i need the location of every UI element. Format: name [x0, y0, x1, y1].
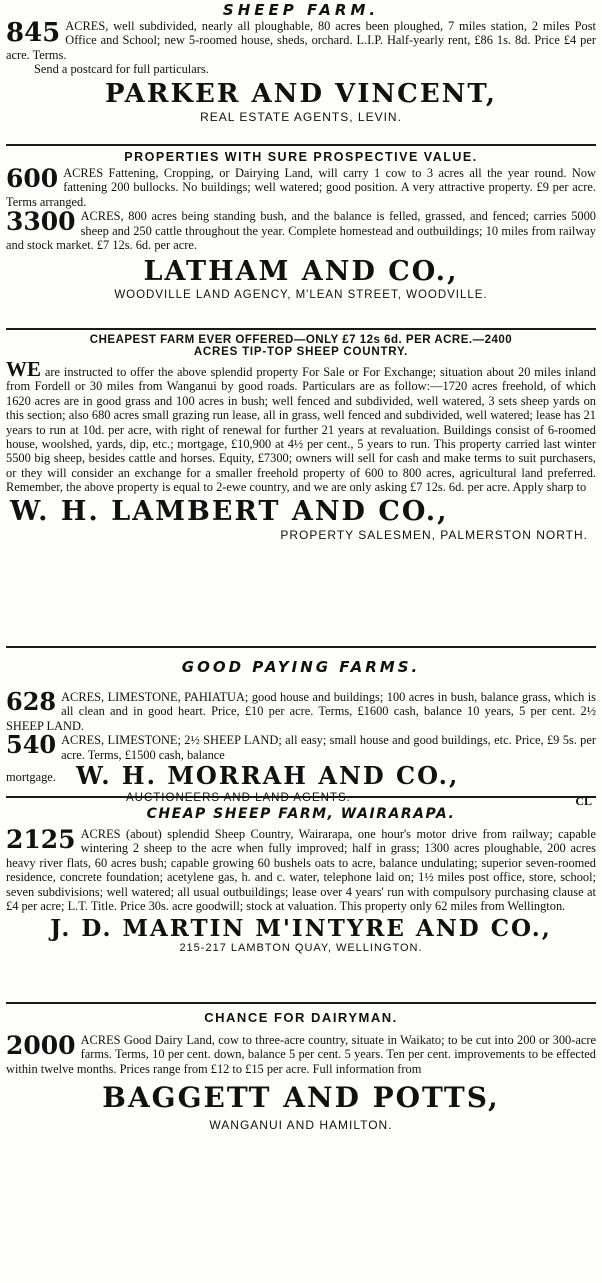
divider — [6, 1002, 596, 1004]
ad-text: ACRES Fattening, Cropping, or Dairying Land, will carry 1 cow to 3 acres all the year round. Now fattening 200 bullocks. No buildings; well watered; good position. A very attractive property. £9 per acre. Terms arranged. — [6, 166, 596, 209]
ad-martin-mintyre — [6, 800, 596, 1000]
ad-text: ACRES, LIMESTONE, PAHIATUA; good house and buildings; 100 acres in bush, balance grass, which is all clean and in good heart. Price, £10 per acre. Terms, £1600 cash, balance 10 years, 5 per cent. 2½ SHEEP LAND. — [6, 690, 596, 733]
ad-text: are instructed to offer the above splendid property For Sale or For Exchange; situation about 20 miles inland from Fordell or 30 miles from Wanganui by good roads. Particulars are as follow:—1720 acres freehold, of which 1620 acres are in good grass and 100 acres in bush; well fenced and subdivided, well watered, 3 sets sheep yards on this section; also 680 acres small grazing run lease, all in grass, well fenced and subdivided, well watered; lease has 21 years to run at 10d. per acre, with right of renewal for further 21 years at revaluation. Buildings consist of 6-roomed house, woolshed, yards, dip, etc.; mortgage, £10,900 at 4½ per cent., 5 years to run. This property carried last winter 5500 big sheep, besides cattle and horses. Equity, £7300; owners will sell for cash and make terms to suit purchasers, or they will consider an exchange for a smaller freehold property of 600 to 800 acres, agricultural land preferred. Remember, the above property is equal to 2-ewe country, and we are only asking £7 12s. 6d. per acre. Apply sharp to — [6, 365, 596, 495]
firm-subtitle: REAL ESTATE AGENTS, LEVIN. — [200, 109, 402, 124]
ad-baggett-potts — [6, 1006, 596, 1146]
ad-latham — [6, 148, 596, 326]
ad-lambert — [6, 332, 596, 644]
mortgage-word: mortgage. — [6, 770, 56, 785]
acreage-number: 3300 — [6, 209, 76, 237]
divider — [6, 328, 596, 330]
ad-heading: CHEAP SHEEP FARM, WAIRARAPA. — [146, 806, 456, 822]
ad-heading: CHANCE FOR DAIRYMAN. — [204, 1010, 398, 1025]
acreage-number: 2125 — [6, 827, 76, 854]
ad-sheep-farm-levin — [6, 0, 596, 142]
ad-heading: PROPERTIES WITH SURE PROSPECTIVE VALUE. — [124, 150, 478, 164]
ad-text: ACRES Good Dairy Land, cow to three-acre country, situate in Waikato; to be cut into 200 or 300-acre farms. Terms, 10 per cent. down, balance 5 per cent. 5 years. Ten per cent. improvements to be effected within twelve months. Prices range from £12 to £15 per acre. Full information from — [6, 1033, 596, 1076]
ad-body-2 — [6, 209, 596, 252]
firm-subtitle: AUCTIONEERS AND LAND AGENTS. — [126, 792, 351, 805]
classification-code: CL — [575, 794, 592, 809]
ad-heading-2: ACRES TIP-TOP SHEEP COUNTRY. — [193, 346, 409, 358]
acreage-number: 540 — [6, 733, 57, 760]
ad-body — [6, 1033, 596, 1076]
acreage-number: 628 — [6, 690, 57, 716]
drop-cap: WE — [6, 357, 42, 381]
firm-name: W. H. MORRAH AND CO., — [76, 761, 460, 791]
ad-heading-1: CHEAPEST FARM EVER OFFERED—ONLY £7 12s 6d. PER ACRE.—2400 — [89, 334, 513, 346]
ad-body-1 — [6, 166, 596, 209]
ad-body-1 — [6, 690, 596, 733]
ad-heading: SHEEP FARM. — [222, 1, 380, 19]
firm-name: BAGGETT AND POTTS, — [102, 1081, 500, 1115]
ad-body-2 — [6, 733, 596, 762]
ad-body — [6, 357, 596, 495]
ad-text: ACRES (about) splendid Sheep Country, Wairarapa, one hour's motor drive from railway; capable wintering 2 sheep to the acre when fully improved; half in grass; 1300 acres ploughable, 200 acres heavy river flats, 60 acres bush; capable growing 60 bushels oats to acre, balance undulating; superior seven-roomed residence, concrete foundation; acetylene gas, h. and c. water, telephone laid on; 1½ miles post office, store, school; seven subdivisions; well watered; all usual outbuildings; lease over 4 years' run with compulsory purchasing clause at £4 per acre; L.T. Title. Price 30s. acre goodwill; stock at valuation. This property only 62 miles from Wellington. — [6, 827, 596, 914]
divider — [6, 646, 596, 648]
ad-body — [6, 827, 596, 913]
firm-subtitle: 215-217 LAMBTON QUAY, WELLINGTON. — [179, 942, 423, 955]
divider — [6, 144, 596, 146]
firm-name: W. H. LAMBERT AND CO., — [10, 495, 449, 527]
ad-text: ACRES, well subdivided, nearly all ploughable, 80 acres been ploughed, 7 miles station, 2 miles Post Office and School; new 5-roomed house, sheds, orchard. L.I.P. Half-yearly rent, £86 1s. 8d. Price £4 per acre. Terms. — [6, 19, 596, 62]
acreage-number: 600 — [6, 166, 59, 193]
ad-morrah — [6, 650, 596, 809]
ad-text: ACRES, 800 acres being standing bush, and the balance is felled, grassed, and fenced; carries 5000 sheep and 250 cattle throughout the year. Complete homestead and outbuildings; 10 miles from railway and stock market. £7 12s. 6d. per acre. — [6, 209, 596, 253]
ad-body — [6, 19, 596, 77]
firm-name: LATHAM AND CO., — [143, 256, 459, 288]
ad-heading: GOOD PAYING FARMS. — [181, 658, 421, 676]
ad-text: ACRES, LIMESTONE; 2½ SHEEP LAND; all easy; small house and good buildings, etc. Price, £9 5s. per acre. Terms, £1500 cash, balance — [61, 733, 596, 762]
acreage-number: 2000 — [6, 1033, 76, 1060]
firm-name: PARKER AND VINCENT, — [105, 78, 497, 109]
firm-subtitle: WANGANUI AND HAMILTON. — [209, 1118, 393, 1133]
firm-subtitle: PROPERTY SALESMEN, PALMERSTON NORTH. — [280, 527, 588, 542]
postcard-line: Send a postcard for full particulars. — [34, 62, 209, 77]
firm-name: J. D. MARTIN M'INTYRE AND CO., — [50, 915, 552, 943]
firm-subtitle: WOODVILLE LAND AGENCY, M'LEAN STREET, WOODVILLE. — [114, 289, 488, 302]
acreage-number: 845 — [6, 19, 61, 48]
